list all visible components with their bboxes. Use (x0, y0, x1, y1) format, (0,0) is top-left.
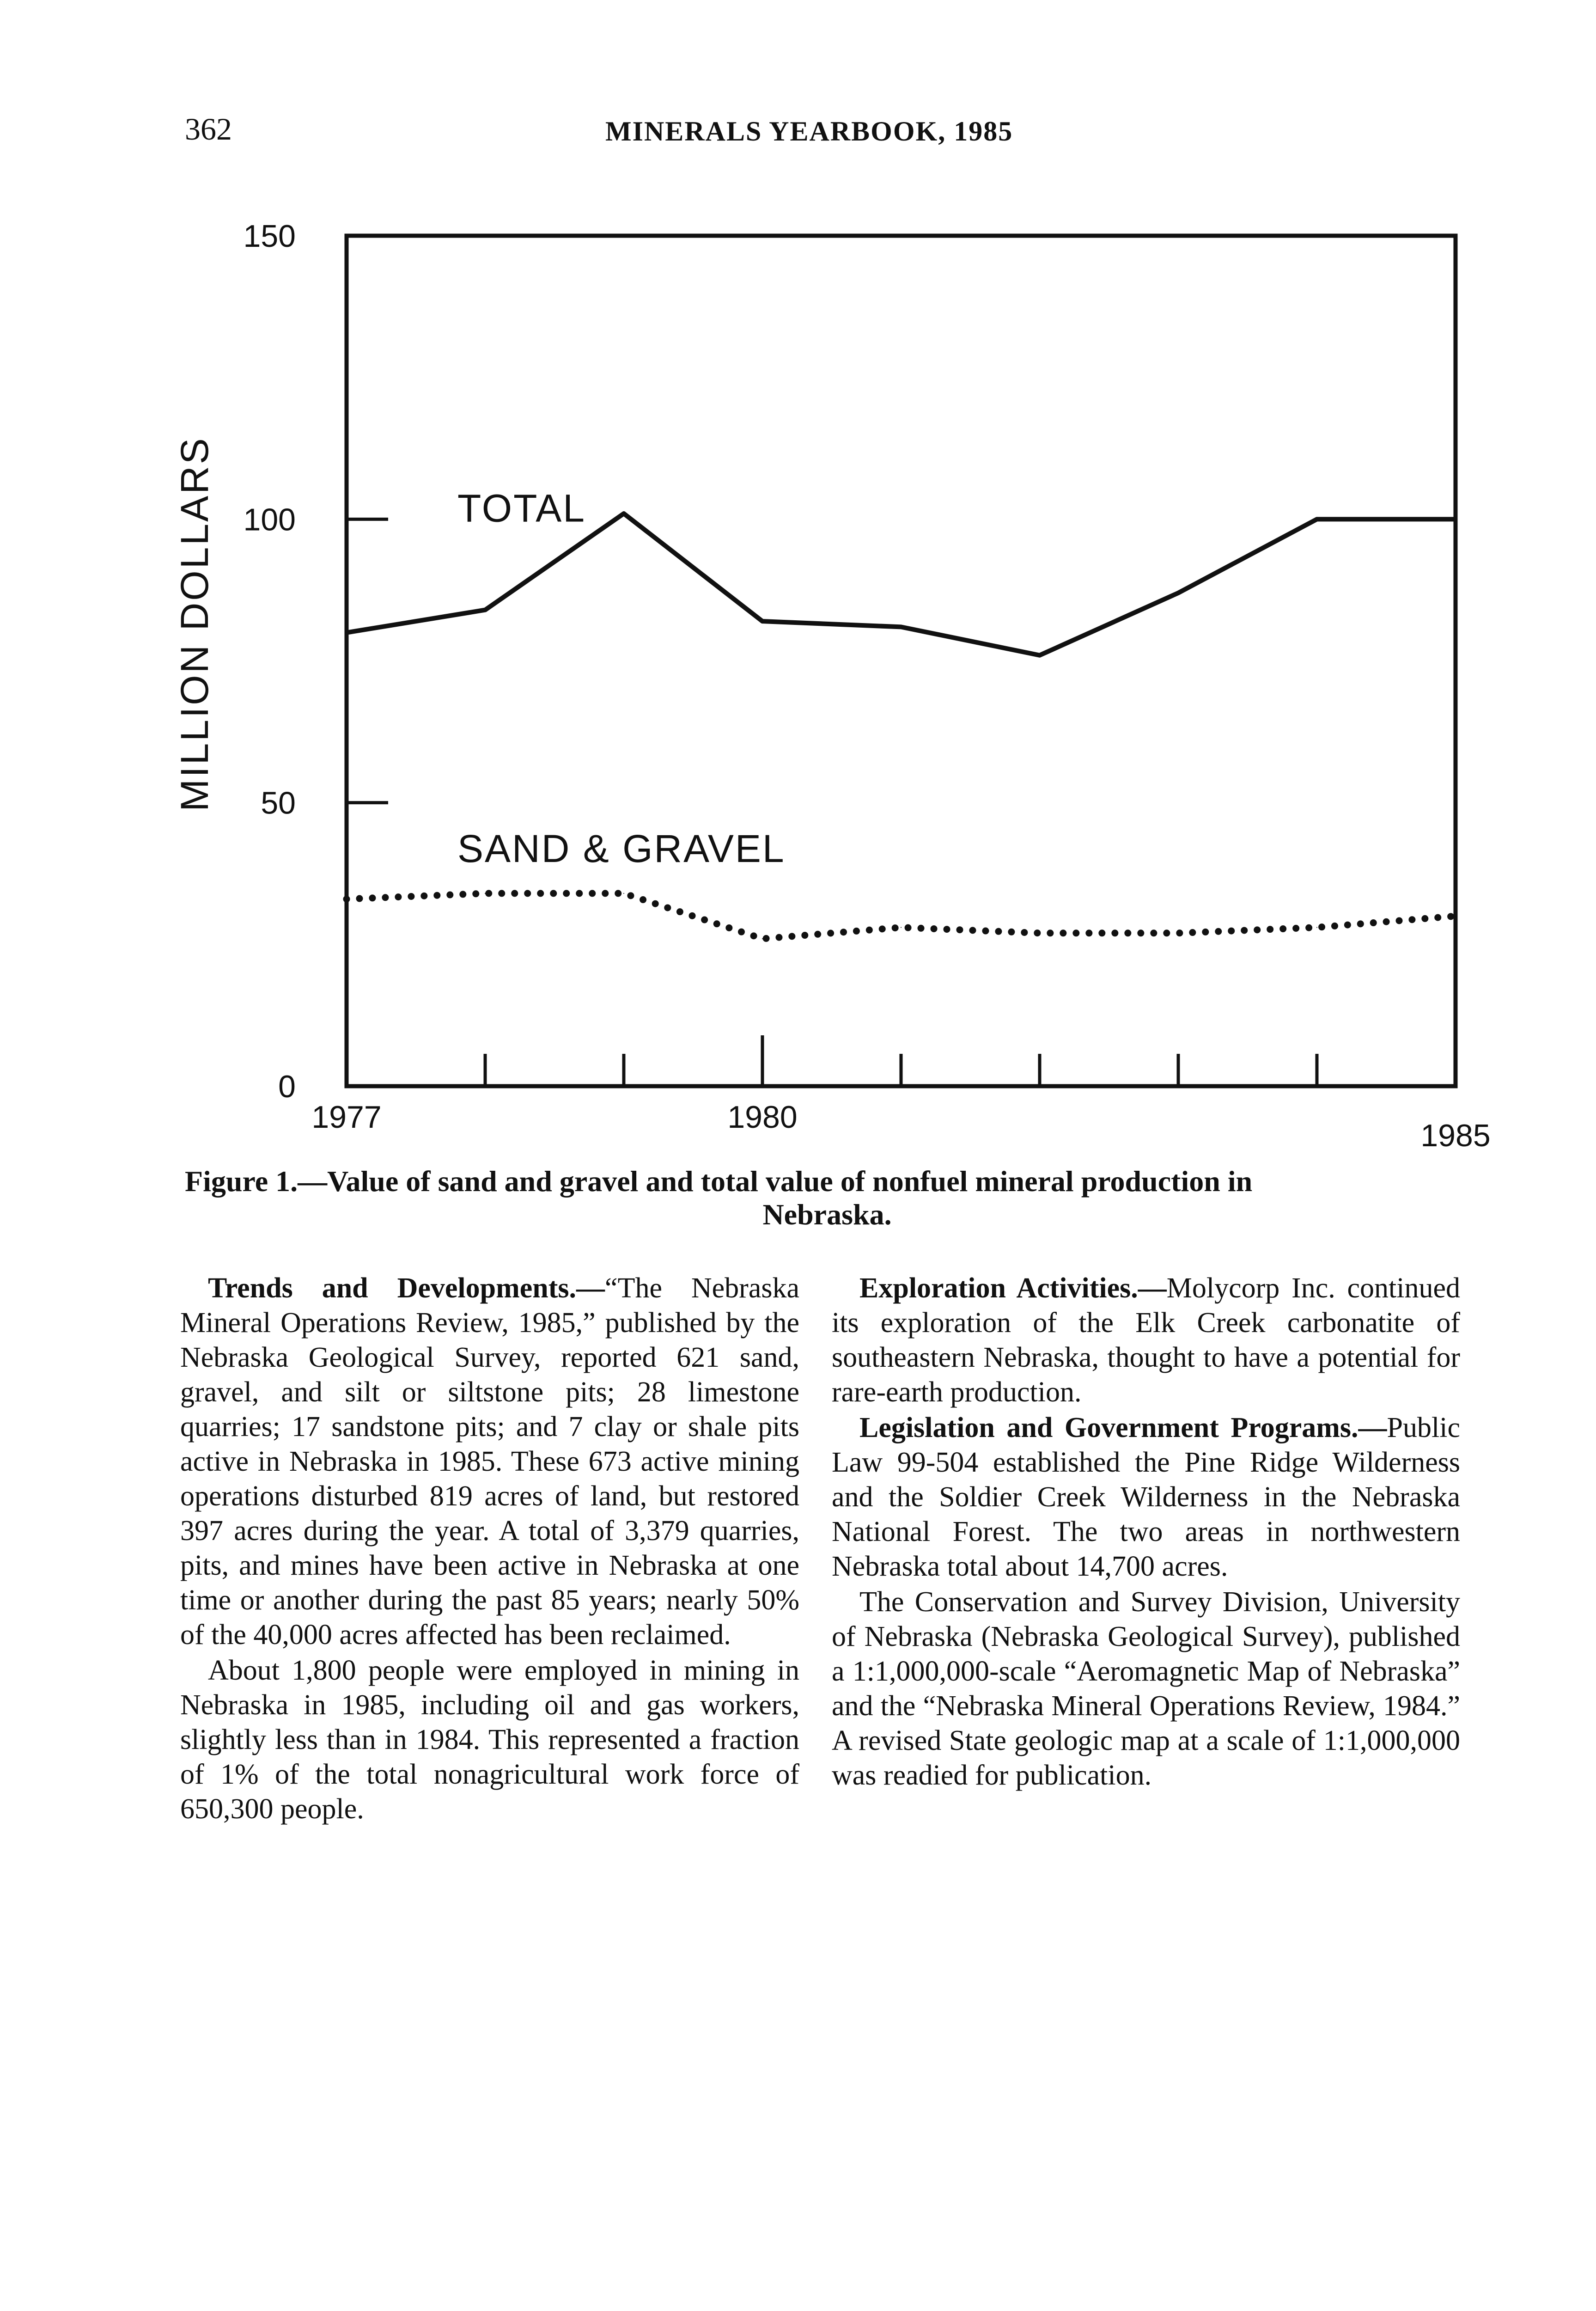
series-label: TOTAL (457, 486, 586, 530)
paragraph-text: About 1,800 people were employed in mining in Nebraska in 1985, including oil and gas workers, slightly less than in 1984. This represented a fraction of 1% of the total nonagricultural work force of 650,300 people. (180, 1655, 799, 1825)
data-point (1455, 916, 1456, 917)
data-point (1039, 655, 1040, 656)
data-point (623, 513, 624, 514)
y-tick-label: 150 (243, 219, 296, 254)
data-point (1316, 519, 1317, 520)
data-point (762, 938, 763, 939)
data-point (1178, 933, 1179, 934)
paragraph-legislation (832, 1411, 1460, 1584)
journal-title: MINERALS YEARBOOK, 1985 (605, 116, 1013, 147)
data-point (485, 893, 486, 894)
x-tick-label: 1980 (727, 1100, 798, 1135)
right-column (832, 1271, 1460, 1794)
y-axis-label: MILLION DOLLARS (173, 436, 216, 812)
data-point (1316, 927, 1317, 928)
running-head (0, 111, 1596, 162)
x-tick-label: 1985 (1420, 1118, 1491, 1153)
x-tick-label: 1977 (311, 1100, 382, 1135)
y-tick-label: 50 (261, 785, 296, 821)
data-point (346, 632, 347, 633)
paragraph-text: The Conservation and Survey Division, University of Nebraska (Nebraska Geological Survey), published a 1:1,000,000-scale “Aeromagnetic Map of Nebraska” and the “Nebraska Mineral Operations Review, 1984.” A revised State geologic map at a scale of 1:1,000,000 was readied for publication. (832, 1586, 1460, 1791)
data-point (485, 610, 486, 611)
y-tick-label: 100 (243, 502, 296, 538)
left-column (180, 1271, 799, 1828)
paragraph-conservation (832, 1585, 1460, 1793)
series-line-sand-gravel (347, 893, 1456, 939)
paragraph-trends (180, 1271, 799, 1652)
paragraph-text: Public Law 99-504 established the Pine Ridge Wilderness and the Soldier Creek Wilderness in the Nebraska National Forest. The two areas in northwestern Nebraska total about 14,700 acres. (832, 1412, 1460, 1582)
paragraph-employment (180, 1653, 799, 1827)
run-in-heading: Legislation and Government Programs.— (859, 1412, 1387, 1443)
data-point (1039, 933, 1040, 934)
paragraph-text: “The Nebraska Mineral Operations Review, 1985,” published by the Nebraska Geological Survey, reported 621 sand, gravel, and silt or siltstone pits; 28 limestone quarries; 17 sandstone pits; and 7 clay or shale pits active in Nebraska in 1985. These 673 active mining operations disturbed 819 acres of land, but restored 397 acres during the year. A total of 3,379 quarries, pits, and mines have been active in Nebraska at one time or another during the past 85 years; nearly 50% of the 40,000 acres affected has been reclaimed. (180, 1272, 799, 1651)
plot-frame (347, 236, 1456, 1086)
paragraph-text: Molycorp Inc. continued its exploration of the Elk Creek carbonatite of southeastern Nebraska, thought to have a potential for rare-earth production. (832, 1272, 1461, 1408)
paragraph-exploration (832, 1271, 1460, 1410)
data-point (901, 927, 902, 928)
run-in-heading: Exploration Activities.— (859, 1272, 1167, 1304)
caption-line-1: Figure 1.—Value of sand and gravel and total value of nonfuel mineral production in (185, 1165, 1253, 1198)
run-in-heading: Trends and Developments.— (208, 1272, 605, 1304)
data-point (762, 621, 763, 622)
caption-line-2: Nebraska. (762, 1198, 892, 1231)
data-point (901, 626, 902, 627)
page-number: 362 (185, 111, 232, 147)
figure-1-chart (139, 194, 1506, 1156)
data-point (1455, 519, 1456, 520)
series-label: SAND & GRAVEL (457, 827, 786, 871)
data-point (623, 893, 624, 894)
series-line-total (347, 514, 1456, 655)
y-tick-label: 0 (278, 1069, 296, 1104)
figure-caption (185, 1165, 1469, 1231)
